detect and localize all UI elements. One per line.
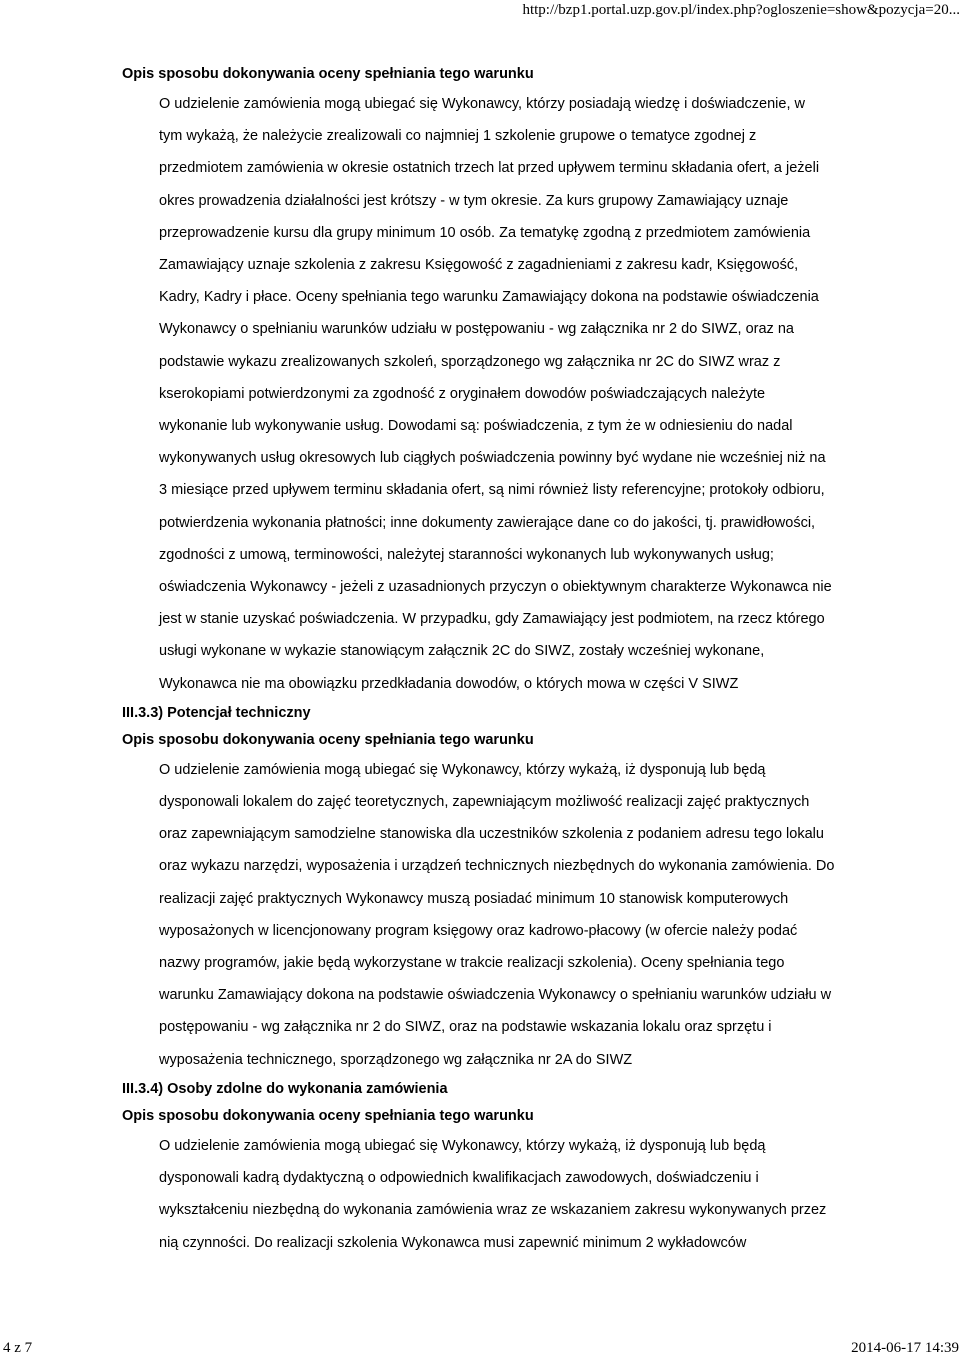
section-heading: Opis sposobu dokonywania oceny spełniania tego warunku: [122, 66, 534, 82]
text-line: nazwy programów, jakie będą wykorzystane w trakcie realizacji szkolenia). Oceny spełniania tego: [159, 955, 785, 972]
page-url: http://bzp1.portal.uzp.gov.pl/index.php?ogloszenie=show&pozycja=20...: [522, 2, 960, 18]
text-line: O udzielenie zamówienia mogą ubiegać się Wykonawcy, którzy wykażą, iż dysponują lub będą: [159, 1137, 766, 1154]
text-line: Kadry, Kadry i płace. Oceny spełniania tego warunku Zamawiający dokona na podstawie oświadczenia: [159, 289, 819, 306]
section-paragraph: [159, 88, 896, 700]
text-line: wykształceniu niezbędną do wykonania zamówienia wraz ze wskazaniem zakresu wykonywanych przez: [159, 1202, 827, 1219]
text-line: Wykonawcy o spełnianiu warunków udziału w postępowaniu - wg załącznika nr 2 do SIWZ, oraz na: [159, 321, 794, 338]
text-line: potwierdzenia wykonania płatności; inne dokumenty zawierające dane co do jakości, tj. prawidłowości,: [159, 514, 816, 531]
text-line: tym wykażą, że należycie zrealizowali co najmniej 1 szkolenie grupowe o tematyce zgodnej z: [159, 128, 757, 145]
text-line: realizacji zajęć praktycznych Wykonawcy muszą posiadać minimum 10 stanowisk komputerowych: [159, 890, 789, 907]
section-paragraph: [159, 1130, 896, 1259]
text-line: przeprowadzenie kursu dla grupy minimum 10 osób. Za tematykę zgodną z przedmiotem zamówienia: [159, 224, 811, 241]
text-line: 3 miesiące przed upływem terminu składania ofert, są nimi również listy referencyjne; protokoły odbioru,: [159, 482, 825, 499]
print-datetime: 2014-06-17 14:39: [851, 1340, 959, 1356]
text-line: oświadczenia Wykonawcy - jeżeli z uzasadnionych przyczyn o obiektywnym charakterze Wykonawca nie: [159, 579, 832, 596]
text-line: Zamawiający uznaje szkolenia z zakresu Księgowość z zagadnieniami z zakresu kadr, Księgowość,: [159, 257, 799, 274]
section-paragraph: [159, 754, 896, 1076]
text-line: dysponowali kadrą dydaktyczną o odpowiednich kwalifikacjach zawodowych, doświadczeniu i: [159, 1170, 759, 1187]
text-line: kserokopiami potwierdzonymi za zgodność z oryginałem dowodów poświadczających należyte: [159, 385, 766, 402]
text-line: oraz zapewniającym samodzielne stanowiska dla uczestników szkolenia z podaniem adresu tego lokalu: [159, 826, 824, 843]
document-body: [0, 61, 960, 1259]
text-line: nią czynności. Do realizacji szkolenia Wykonawca musi zapewnić minimum 2 wykładowców: [159, 1234, 747, 1251]
section-title: III.3.4) Osoby zdolne do wykonania zamówienia: [122, 1080, 448, 1097]
text-line: oraz wykazu narzędzi, wyposażenia i urządzeń technicznych niezbędnych do wykonania zamówienia. Do: [159, 858, 835, 875]
text-line: podstawie wykazu zrealizowanych szkoleń, sporządzonego wg załącznika nr 2C do SIWZ wraz z: [159, 353, 781, 370]
section-heading: Opis sposobu dokonywania oceny spełniania tego warunku: [122, 1107, 534, 1124]
text-line: zgodności z umową, terminowości, należytej staranności wykonanych lub wykonywanych usług;: [159, 546, 774, 563]
text-line: O udzielenie zamówienia mogą ubiegać się Wykonawcy, którzy posiadają wiedzę i doświadczenie, w: [159, 96, 805, 112]
text-line: wykonywanych usług okresowych lub ciągłych poświadczenia powinny być wydane nie wcześniej niż na: [159, 450, 826, 467]
text-line: usługi wykonane w wykazie stanowiącym załącznik 2C do SIWZ, zostały wcześniej wykonane,: [159, 643, 765, 660]
text-line: dysponowali lokalem do zajęć teoretycznych, zapewniającym możliwość realizacji zajęć praktycznych: [159, 794, 810, 811]
text-line: Wykonawca nie ma obowiązku przedkładania dowodów, o których mowa w części V SIWZ: [159, 675, 739, 692]
section-heading: Opis sposobu dokonywania oceny spełniania tego warunku: [122, 731, 534, 748]
text-line: postępowaniu - wg załącznika nr 2 do SIWZ, oraz na podstawie wskazania lokalu oraz sprzętu i: [159, 1019, 772, 1036]
page-number: 4 z 7: [3, 1340, 33, 1356]
text-line: wykonanie lub wykonywanie usług. Dowodami są: poświadczenia, z tym że w odniesieniu do nadal: [159, 418, 793, 435]
text-line: O udzielenie zamówienia mogą ubiegać się Wykonawcy, którzy wykażą, iż dysponują lub będą: [159, 761, 766, 778]
text-line: wyposażenia technicznego, sporządzonego wg załącznika nr 2A do SIWZ: [159, 1051, 633, 1068]
section-title: III.3.3) Potencjał techniczny: [122, 704, 311, 721]
text-line: przedmiotem zamówienia w okresie ostatnich trzech lat przed upływem terminu składania ofert, a jeżeli: [159, 160, 820, 177]
text-line: jest w stanie uzyskać poświadczenia. W przypadku, gdy Zamawiający jest podmiotem, na rzecz którego: [159, 611, 825, 628]
text-line: wyposażonych w licencjonowany program księgowy oraz kadrowo-płacowy (w ofercie należy podać: [159, 922, 798, 939]
text-line: okres prowadzenia działalności jest krótszy - w tym okresie. Za kurs grupowy Zamawiający uznaje: [159, 192, 789, 209]
text-line: warunku Zamawiający dokona na podstawie oświadczenia Wykonawcy o spełnianiu warunków udziału w: [159, 987, 832, 1004]
